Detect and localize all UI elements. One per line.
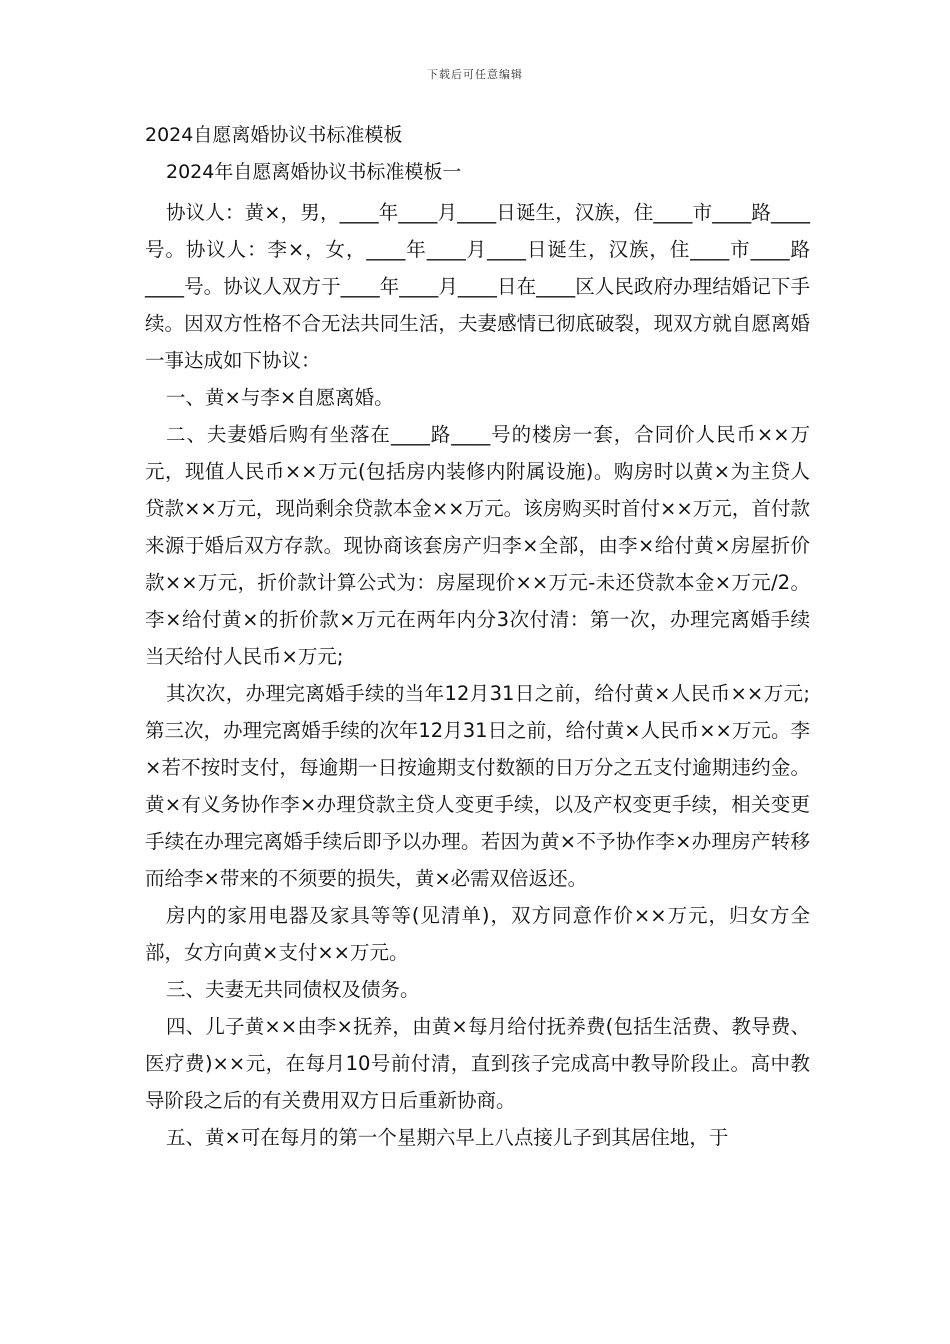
paragraph-clause-2: 二、夫妻婚后购有坐落在____路____号的楼房一套，合同价人民币××万元，现值人民币××万元(包括房内装修内附属设施)。购房时以黄×为主贷人贷款××万元，现尚剩余贷款本金××万元。该房购买时首付××万元，首付款来源于婚后双方存款。现协商该套房产归李×全部，由李×给付黄×房屋折价款××万元，折价款计算公式为：房屋现价××万元-未还贷款本金×万元/2。李×给付黄×的折价款×万元在两年内分3次付清：第一次，办理完离婚手续当天给付人民币×万元; <box>145 423 810 668</box>
document-subtitle: 2024年自愿离婚协议书标准模板一 <box>166 161 462 183</box>
header-note: 下载后可任意编辑 <box>427 68 523 81</box>
paragraph-payment-schedule: 其次次，办理完离婚手续的当年12月31日之前，给付黄×人民币××万元;第三次，办理完离婚手续的次年12月31日之前，给付黄×人民币××万元。李×若不按时支付，每逾期一日按逾期支付数额的日万分之五支付逾期违约金。黄×有义务协作李×办理贷款主贷人变更手续，以及产权变更手续，相关变更手续在办理完离婚手续后即予以办理。若因为黄×不予协作李×办理房产转移而给李×带来的不须要的损失，黄×必需双倍返还。 <box>145 682 810 890</box>
paragraph-clause-3: 三、夫妻无共同债权及债务。 <box>166 978 420 1001</box>
document-title: 2024自愿离婚协议书标准模板 <box>145 124 403 146</box>
paragraph-clause-5: 五、黄×可在每月的第一个星期六早上八点接儿子到其居住地，于 <box>166 1126 729 1149</box>
paragraph-furniture: 房内的家用电器及家具等等(见清单)，双方同意作价××万元，归女方全部，女方向黄×支付××万元。 <box>145 904 810 964</box>
paragraph-parties: 协议人：黄×，男，____年____月____日诞生，汉族，住____市____路____号。协议人：李×，女，____年____月____日诞生，汉族，住____市____路____号。协议人双方于____年____月____日在____区人民政府办理结婚记下手续。因双方性格不合无法共同生活，夫妻感情已彻底破裂，现双方就自愿离婚一事达成如下协议： <box>145 201 810 372</box>
paragraph-clause-1: 一、黄×与李×自愿离婚。 <box>166 386 394 409</box>
paragraph-clause-4: 四、儿子黄××由李×抚养，由黄×每月给付抚养费(包括生活费、教导费、医疗费)××元，在每月10号前付清，直到孩子完成高中教导阶段止。高中教导阶段之后的有关费用双方日后重新协商。 <box>145 1015 810 1112</box>
document-body <box>145 194 810 1156</box>
